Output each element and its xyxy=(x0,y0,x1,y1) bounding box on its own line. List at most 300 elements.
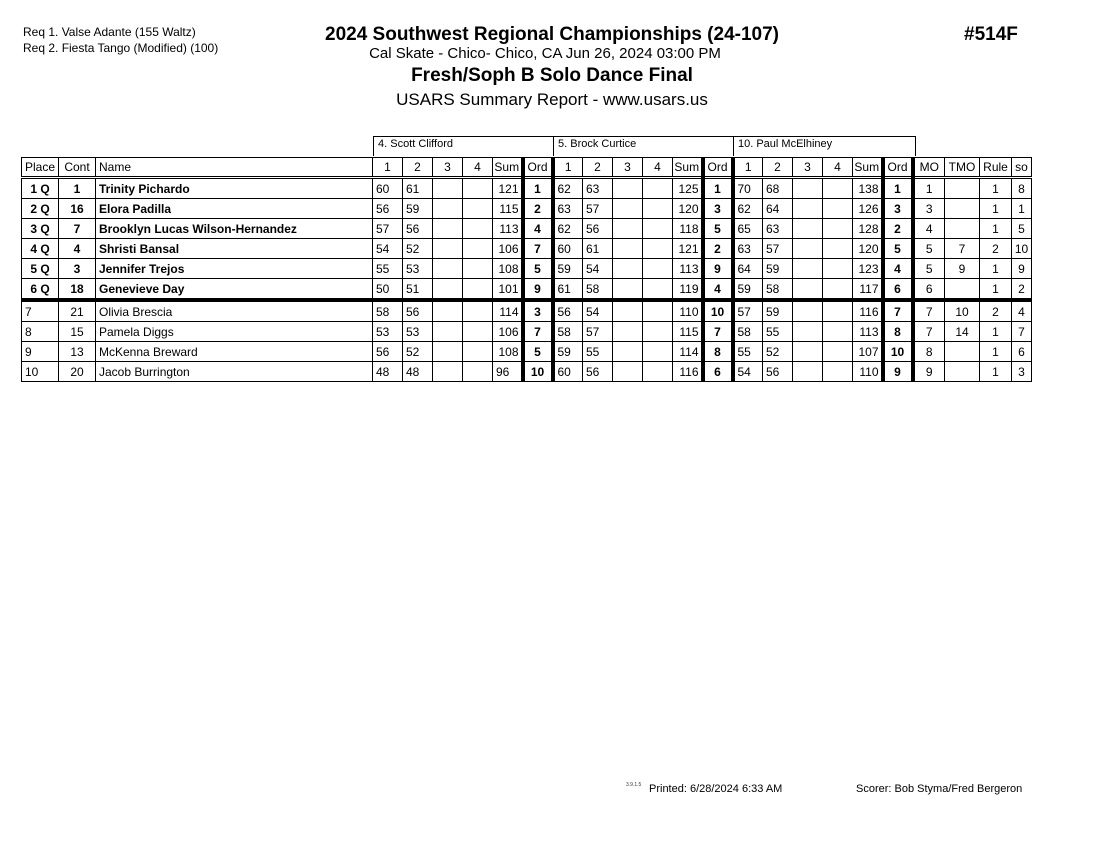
judge-3-score-1-cell: 54 xyxy=(733,362,763,382)
col-so: so xyxy=(1012,158,1032,178)
judge-3-score-2-cell: 59 xyxy=(763,300,793,322)
judge-3-score-1-cell: 64 xyxy=(733,259,763,279)
judge-1-score-3-cell xyxy=(433,239,463,259)
judge-2-ordinal-cell: 8 xyxy=(703,342,733,362)
total-majority-ordinal-cell: 14 xyxy=(945,322,980,342)
judge-3-score-4-cell xyxy=(823,178,853,199)
judge-3-score-3-cell xyxy=(793,178,823,199)
judge-3-score-3-cell xyxy=(793,219,823,239)
judge-3-sum-cell: 116 xyxy=(853,300,883,322)
judge-2-score-2-cell: 57 xyxy=(583,199,613,219)
rule-cell: 1 xyxy=(980,259,1012,279)
judge-2-sum-cell: 113 xyxy=(673,259,703,279)
judge-1-score-3-cell xyxy=(433,279,463,301)
judge-2-score-1-cell: 59 xyxy=(553,259,583,279)
judge-3-score-1-cell: 65 xyxy=(733,219,763,239)
col-j3-score-1: 1 xyxy=(733,158,763,178)
judge-2-score-1-cell: 56 xyxy=(553,300,583,322)
judge-2-score-1-cell: 63 xyxy=(553,199,583,219)
judge-3-ordinal-cell: 2 xyxy=(883,219,913,239)
judge-3-score-3-cell xyxy=(793,300,823,322)
col-j1-sum: Sum xyxy=(493,158,523,178)
contestant-number-cell: 16 xyxy=(59,199,96,219)
rule-cell: 2 xyxy=(980,239,1012,259)
judge-3-score-3-cell xyxy=(793,342,823,362)
judge-1-score-3-cell xyxy=(433,342,463,362)
judge-3-sum-cell: 126 xyxy=(853,199,883,219)
contestant-number-cell: 15 xyxy=(59,322,96,342)
col-j1-ord: Ord xyxy=(523,158,553,178)
contestant-number-cell: 3 xyxy=(59,259,96,279)
col-j1-score-1: 1 xyxy=(373,158,403,178)
place-cell: 3 Q xyxy=(22,219,59,239)
judge-3-score-1-cell: 55 xyxy=(733,342,763,362)
majority-ordinal-cell: 5 xyxy=(913,239,945,259)
contestant-number-cell: 13 xyxy=(59,342,96,362)
table-row xyxy=(22,219,1032,239)
judge-2-sum-cell: 119 xyxy=(673,279,703,301)
total-majority-ordinal-cell xyxy=(945,199,980,219)
judge-3-score-2-cell: 55 xyxy=(763,322,793,342)
place-cell: 5 Q xyxy=(22,259,59,279)
skater-name-cell: Jacob Burrington xyxy=(96,362,373,382)
judge-2-score-3-cell xyxy=(613,259,643,279)
judge-1-score-2-cell: 52 xyxy=(403,239,433,259)
judge-2-score-1-cell: 58 xyxy=(553,322,583,342)
judge-2-sum-cell: 120 xyxy=(673,199,703,219)
place-cell: 6 Q xyxy=(22,279,59,301)
judge-2-score-2-cell: 58 xyxy=(583,279,613,301)
judge-3-score-4-cell xyxy=(823,199,853,219)
total-majority-ordinal-cell: 9 xyxy=(945,259,980,279)
judge-3-score-2-cell: 58 xyxy=(763,279,793,301)
skater-name-cell: Elora Padilla xyxy=(96,199,373,219)
judge-1-score-3-cell xyxy=(433,259,463,279)
judge-1-score-1-cell: 56 xyxy=(373,342,403,362)
judge-2-score-2-cell: 57 xyxy=(583,322,613,342)
judge-1-sum-cell: 114 xyxy=(493,300,523,322)
col-tmo: TMO xyxy=(945,158,980,178)
judge-2-ordinal-cell: 1 xyxy=(703,178,733,199)
table-row xyxy=(22,300,1032,322)
skater-name-cell: Genevieve Day xyxy=(96,279,373,301)
judge-2-score-4-cell xyxy=(643,219,673,239)
judge-1-ordinal-cell: 9 xyxy=(523,279,553,301)
judge-3-score-2-cell: 57 xyxy=(763,239,793,259)
col-j2-sum: Sum xyxy=(673,158,703,178)
judge-1-sum-cell: 96 xyxy=(493,362,523,382)
judge-2-sum-cell: 116 xyxy=(673,362,703,382)
judge-2-score-2-cell: 61 xyxy=(583,239,613,259)
judge-1-score-2-cell: 56 xyxy=(403,219,433,239)
judge-1-score-1-cell: 48 xyxy=(373,362,403,382)
rule-cell: 1 xyxy=(980,199,1012,219)
judge-2-score-2-cell: 54 xyxy=(583,300,613,322)
judge-1-ordinal-cell: 7 xyxy=(523,322,553,342)
skate-order-cell: 4 xyxy=(1012,300,1032,322)
skater-name-cell: McKenna Breward xyxy=(96,342,373,362)
judge-2-sum-cell: 121 xyxy=(673,239,703,259)
rule-cell: 1 xyxy=(980,178,1012,199)
col-j1-score-4: 4 xyxy=(463,158,493,178)
judge-2-ordinal-cell: 10 xyxy=(703,300,733,322)
judge-2-sum-cell: 118 xyxy=(673,219,703,239)
col-mo: MO xyxy=(913,158,945,178)
judge-1-ordinal-cell: 3 xyxy=(523,300,553,322)
judge-2-score-3-cell xyxy=(613,219,643,239)
judge-2-ordinal-cell: 6 xyxy=(703,362,733,382)
judge-2-sum-cell: 115 xyxy=(673,322,703,342)
majority-ordinal-cell: 4 xyxy=(913,219,945,239)
col-j3-score-2: 2 xyxy=(763,158,793,178)
judge-1-score-2-cell: 48 xyxy=(403,362,433,382)
skate-order-cell: 9 xyxy=(1012,259,1032,279)
judge-2-score-4-cell xyxy=(643,322,673,342)
judge-3-ordinal-cell: 6 xyxy=(883,279,913,301)
judge-2-score-3-cell xyxy=(613,178,643,199)
col-name: Name xyxy=(96,158,373,178)
judge-1-score-4-cell xyxy=(463,219,493,239)
judge-2-sum-cell: 125 xyxy=(673,178,703,199)
judge-2-score-3-cell xyxy=(613,342,643,362)
judge-3-score-4-cell xyxy=(823,279,853,301)
judge-1-ordinal-cell: 5 xyxy=(523,342,553,362)
rule-cell: 1 xyxy=(980,279,1012,301)
judge-3-ordinal-cell: 8 xyxy=(883,322,913,342)
judge-2-score-2-cell: 54 xyxy=(583,259,613,279)
judge-1-score-1-cell: 55 xyxy=(373,259,403,279)
judge-2-ordinal-cell: 3 xyxy=(703,199,733,219)
judge-1-score-4-cell xyxy=(463,342,493,362)
judge-2-score-1-cell: 62 xyxy=(553,178,583,199)
majority-ordinal-cell: 9 xyxy=(913,362,945,382)
judge-2-score-3-cell xyxy=(613,199,643,219)
col-j3-ord: Ord xyxy=(883,158,913,178)
col-j3-sum: Sum xyxy=(853,158,883,178)
judge-2-score-4-cell xyxy=(643,259,673,279)
judge-1-ordinal-cell: 10 xyxy=(523,362,553,382)
judge-1-score-1-cell: 56 xyxy=(373,199,403,219)
judge-1-ordinal-cell: 1 xyxy=(523,178,553,199)
competition-title: 2024 Southwest Regional Championships (24-107) xyxy=(325,24,779,45)
judge-2-sum-cell: 114 xyxy=(673,342,703,362)
venue-line: Cal Skate - Chico- Chico, CA Jun 26, 2024 03:00 PM xyxy=(369,45,721,62)
judge-1-score-3-cell xyxy=(433,219,463,239)
judge-1-sum-cell: 113 xyxy=(493,219,523,239)
judge-1-score-1-cell: 60 xyxy=(373,178,403,199)
skate-order-cell: 6 xyxy=(1012,342,1032,362)
skate-order-cell: 3 xyxy=(1012,362,1032,382)
majority-ordinal-cell: 7 xyxy=(913,300,945,322)
judge-2-score-4-cell xyxy=(643,362,673,382)
judge-1-score-4-cell xyxy=(463,239,493,259)
judge-1-score-4-cell xyxy=(463,362,493,382)
judge-header-1: 4. Scott Clifford xyxy=(373,136,554,156)
skate-order-cell: 8 xyxy=(1012,178,1032,199)
place-cell: 9 xyxy=(22,342,59,362)
skater-name-cell: Jennifer Trejos xyxy=(96,259,373,279)
col-rule: Rule xyxy=(980,158,1012,178)
contestant-number-cell: 18 xyxy=(59,279,96,301)
judge-3-score-1-cell: 70 xyxy=(733,178,763,199)
judge-3-sum-cell: 138 xyxy=(853,178,883,199)
judge-3-score-4-cell xyxy=(823,300,853,322)
table-row xyxy=(22,259,1032,279)
judge-header-2: 5. Brock Curtice xyxy=(553,136,734,156)
table-row xyxy=(22,342,1032,362)
judge-3-score-3-cell xyxy=(793,362,823,382)
judge-1-score-4-cell xyxy=(463,322,493,342)
col-j2-ord: Ord xyxy=(703,158,733,178)
rule-cell: 1 xyxy=(980,219,1012,239)
judge-3-score-3-cell xyxy=(793,239,823,259)
contestant-number-cell: 20 xyxy=(59,362,96,382)
judge-2-score-3-cell xyxy=(613,362,643,382)
judge-2-score-1-cell: 59 xyxy=(553,342,583,362)
majority-ordinal-cell: 8 xyxy=(913,342,945,362)
printed-timestamp: Printed: 6/28/2024 6:33 AM xyxy=(649,783,783,795)
judge-3-sum-cell: 113 xyxy=(853,322,883,342)
judge-2-score-1-cell: 60 xyxy=(553,239,583,259)
judge-2-score-3-cell xyxy=(613,239,643,259)
judge-3-score-1-cell: 59 xyxy=(733,279,763,301)
judge-1-sum-cell: 106 xyxy=(493,239,523,259)
judge-3-ordinal-cell: 1 xyxy=(883,178,913,199)
report-title: USARS Summary Report - www.usars.us xyxy=(396,90,708,109)
judge-3-ordinal-cell: 10 xyxy=(883,342,913,362)
judge-2-ordinal-cell: 4 xyxy=(703,279,733,301)
judge-1-score-4-cell xyxy=(463,300,493,322)
judge-1-score-2-cell: 51 xyxy=(403,279,433,301)
place-cell: 8 xyxy=(22,322,59,342)
judge-1-ordinal-cell: 7 xyxy=(523,239,553,259)
event-name: Fresh/Soph B Solo Dance Final xyxy=(411,65,693,86)
judge-2-score-4-cell xyxy=(643,178,673,199)
table-row xyxy=(22,178,1032,199)
contestant-number-cell: 21 xyxy=(59,300,96,322)
place-cell: 1 Q xyxy=(22,178,59,199)
judge-2-score-3-cell xyxy=(613,322,643,342)
judge-2-score-2-cell: 56 xyxy=(583,362,613,382)
judge-1-score-3-cell xyxy=(433,178,463,199)
judge-3-ordinal-cell: 7 xyxy=(883,300,913,322)
judge-1-score-1-cell: 53 xyxy=(373,322,403,342)
skate-order-cell: 1 xyxy=(1012,199,1032,219)
total-majority-ordinal-cell: 10 xyxy=(945,300,980,322)
judge-1-score-1-cell: 58 xyxy=(373,300,403,322)
judge-3-score-2-cell: 52 xyxy=(763,342,793,362)
col-j2-score-3: 3 xyxy=(613,158,643,178)
judge-3-score-3-cell xyxy=(793,279,823,301)
judge-1-score-3-cell xyxy=(433,199,463,219)
rule-cell: 1 xyxy=(980,362,1012,382)
judge-3-ordinal-cell: 9 xyxy=(883,362,913,382)
judge-2-ordinal-cell: 2 xyxy=(703,239,733,259)
judge-3-sum-cell: 120 xyxy=(853,239,883,259)
judge-3-ordinal-cell: 3 xyxy=(883,199,913,219)
judge-2-ordinal-cell: 5 xyxy=(703,219,733,239)
judge-3-score-2-cell: 64 xyxy=(763,199,793,219)
judge-3-score-2-cell: 63 xyxy=(763,219,793,239)
judge-2-score-1-cell: 61 xyxy=(553,279,583,301)
judge-2-score-4-cell xyxy=(643,300,673,322)
place-cell: 7 xyxy=(22,300,59,322)
judge-2-score-4-cell xyxy=(643,199,673,219)
col-j2-score-1: 1 xyxy=(553,158,583,178)
judge-2-score-4-cell xyxy=(643,279,673,301)
judge-3-sum-cell: 117 xyxy=(853,279,883,301)
judge-2-score-2-cell: 56 xyxy=(583,219,613,239)
judge-1-score-1-cell: 57 xyxy=(373,219,403,239)
judge-2-ordinal-cell: 9 xyxy=(703,259,733,279)
judge-1-sum-cell: 121 xyxy=(493,178,523,199)
col-cont: Cont xyxy=(59,158,96,178)
judge-1-score-2-cell: 52 xyxy=(403,342,433,362)
results-table xyxy=(21,157,1032,382)
judge-3-ordinal-cell: 4 xyxy=(883,259,913,279)
judge-3-score-3-cell xyxy=(793,259,823,279)
judge-1-score-3-cell xyxy=(433,362,463,382)
judge-3-score-4-cell xyxy=(823,259,853,279)
judge-2-ordinal-cell: 7 xyxy=(703,322,733,342)
judge-1-score-4-cell xyxy=(463,178,493,199)
col-j2-score-2: 2 xyxy=(583,158,613,178)
judge-3-sum-cell: 107 xyxy=(853,342,883,362)
judge-3-score-3-cell xyxy=(793,199,823,219)
judge-1-ordinal-cell: 4 xyxy=(523,219,553,239)
event-number: #514F xyxy=(964,24,1018,45)
judge-3-ordinal-cell: 5 xyxy=(883,239,913,259)
contestant-number-cell: 4 xyxy=(59,239,96,259)
skate-order-cell: 7 xyxy=(1012,322,1032,342)
judge-3-score-2-cell: 68 xyxy=(763,178,793,199)
rule-cell: 1 xyxy=(980,342,1012,362)
total-majority-ordinal-cell xyxy=(945,342,980,362)
skate-order-cell: 10 xyxy=(1012,239,1032,259)
total-majority-ordinal-cell xyxy=(945,178,980,199)
judge-1-score-1-cell: 50 xyxy=(373,279,403,301)
judge-1-score-2-cell: 59 xyxy=(403,199,433,219)
judge-2-score-3-cell xyxy=(613,279,643,301)
judge-1-sum-cell: 108 xyxy=(493,259,523,279)
table-row xyxy=(22,279,1032,301)
judge-1-score-4-cell xyxy=(463,279,493,301)
judge-3-sum-cell: 128 xyxy=(853,219,883,239)
judge-1-score-2-cell: 61 xyxy=(403,178,433,199)
judge-header-3: 10. Paul McElhiney xyxy=(733,136,916,156)
majority-ordinal-cell: 6 xyxy=(913,279,945,301)
judge-1-score-4-cell xyxy=(463,259,493,279)
contestant-number-cell: 7 xyxy=(59,219,96,239)
judge-1-score-2-cell: 53 xyxy=(403,322,433,342)
table-row xyxy=(22,362,1032,382)
judge-3-score-1-cell: 62 xyxy=(733,199,763,219)
judge-1-score-1-cell: 54 xyxy=(373,239,403,259)
majority-ordinal-cell: 7 xyxy=(913,322,945,342)
total-majority-ordinal-cell xyxy=(945,219,980,239)
judge-1-ordinal-cell: 2 xyxy=(523,199,553,219)
judge-1-score-2-cell: 53 xyxy=(403,259,433,279)
total-majority-ordinal-cell: 7 xyxy=(945,239,980,259)
table-row xyxy=(22,322,1032,342)
judge-2-sum-cell: 110 xyxy=(673,300,703,322)
rule-cell: 1 xyxy=(980,322,1012,342)
total-majority-ordinal-cell xyxy=(945,362,980,382)
judge-3-score-1-cell: 58 xyxy=(733,322,763,342)
software-version: 3.9.1.5 xyxy=(626,782,642,788)
col-j3-score-4: 4 xyxy=(823,158,853,178)
table-row xyxy=(22,199,1032,219)
skater-name-cell: Brooklyn Lucas Wilson-Hernandez xyxy=(96,219,373,239)
col-j1-score-2: 2 xyxy=(403,158,433,178)
judge-2-score-4-cell xyxy=(643,342,673,362)
judge-1-score-3-cell xyxy=(433,322,463,342)
judge-1-score-4-cell xyxy=(463,199,493,219)
judge-1-ordinal-cell: 5 xyxy=(523,259,553,279)
judge-2-score-2-cell: 63 xyxy=(583,178,613,199)
majority-ordinal-cell: 1 xyxy=(913,178,945,199)
judge-3-score-4-cell xyxy=(823,342,853,362)
majority-ordinal-cell: 3 xyxy=(913,199,945,219)
rule-cell: 2 xyxy=(980,300,1012,322)
judge-3-score-4-cell xyxy=(823,362,853,382)
judge-3-score-1-cell: 63 xyxy=(733,239,763,259)
judge-2-score-1-cell: 60 xyxy=(553,362,583,382)
col-j3-score-3: 3 xyxy=(793,158,823,178)
judge-1-sum-cell: 101 xyxy=(493,279,523,301)
judge-1-score-2-cell: 56 xyxy=(403,300,433,322)
judge-3-score-3-cell xyxy=(793,322,823,342)
skate-order-cell: 5 xyxy=(1012,219,1032,239)
judge-3-sum-cell: 110 xyxy=(853,362,883,382)
required-dance-2: Req 2. Fiesta Tango (Modified) (100) xyxy=(23,41,219,55)
skater-name-cell: Shristi Bansal xyxy=(96,239,373,259)
judge-1-sum-cell: 115 xyxy=(493,199,523,219)
skater-name-cell: Trinity Pichardo xyxy=(96,178,373,199)
col-j1-score-3: 3 xyxy=(433,158,463,178)
col-j2-score-4: 4 xyxy=(643,158,673,178)
place-cell: 2 Q xyxy=(22,199,59,219)
judge-3-score-1-cell: 57 xyxy=(733,300,763,322)
table-header-row xyxy=(22,158,1032,178)
judge-3-score-4-cell xyxy=(823,239,853,259)
judge-2-score-3-cell xyxy=(613,300,643,322)
skater-name-cell: Pamela Diggs xyxy=(96,322,373,342)
judge-3-sum-cell: 123 xyxy=(853,259,883,279)
skater-name-cell: Olivia Brescia xyxy=(96,300,373,322)
judge-2-score-4-cell xyxy=(643,239,673,259)
col-place: Place xyxy=(22,158,59,178)
judge-3-score-2-cell: 59 xyxy=(763,259,793,279)
judge-1-score-3-cell xyxy=(433,300,463,322)
majority-ordinal-cell: 5 xyxy=(913,259,945,279)
judge-2-score-2-cell: 55 xyxy=(583,342,613,362)
judge-1-sum-cell: 106 xyxy=(493,322,523,342)
required-dance-1: Req 1. Valse Adante (155 Waltz) xyxy=(23,25,196,39)
place-cell: 4 Q xyxy=(22,239,59,259)
skate-order-cell: 2 xyxy=(1012,279,1032,301)
judge-2-score-1-cell: 62 xyxy=(553,219,583,239)
contestant-number-cell: 1 xyxy=(59,178,96,199)
judge-3-score-4-cell xyxy=(823,219,853,239)
judge-1-sum-cell: 108 xyxy=(493,342,523,362)
table-row xyxy=(22,239,1032,259)
scorer-names: Scorer: Bob Styma/Fred Bergeron xyxy=(856,783,1023,795)
judge-3-score-2-cell: 56 xyxy=(763,362,793,382)
judge-3-score-4-cell xyxy=(823,322,853,342)
place-cell: 10 xyxy=(22,362,59,382)
total-majority-ordinal-cell xyxy=(945,279,980,301)
